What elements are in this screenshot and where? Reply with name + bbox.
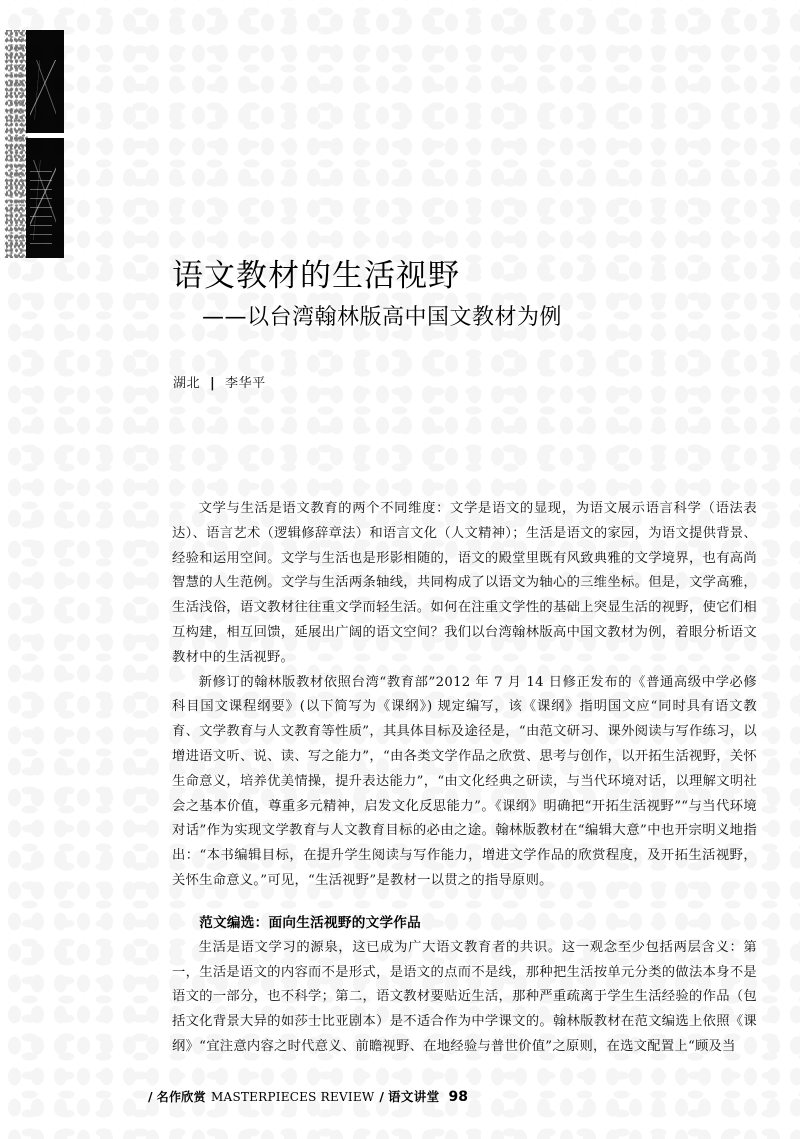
footer-mid-slash: / [379,1089,384,1104]
body-column [172,497,757,1060]
masthead-ghost-strokes-upper [30,60,56,120]
page-footer [148,1087,768,1105]
paragraph: 新修订的翰林版教材依照台湾“教育部”2012 年 7 月 14 日修正发布的《普通高级中学必修科目国文课程纲要》(以下简写为《课纲》) 规定编写，该《课纲》指明国文应“同时具有语文教育、文学教育与人文教育等性质”，其具体目标及途径是，“由范文研习、课外阅读与写作练习，以增进语文听、说、读、写之能力”，“由各类文学作品之欣赏、思考与创作，以开拓生活视野，关怀生命意义，培养优美情操，提升表达能力”，“由文化经典之研读，与当代环境对话，以理解文明社会之基本价值，尊重多元精神，启发文化反思能力”。《课纲》明确把“开拓生活视野”“与当代环境对话”作为实现文学教育与人文教育目标的必由之途。翰林版教材在“编辑大意”中也开宗明义地指出：“本书编辑目标，在提升学生阅读与写作能力，增进文学作品的欣赏程度，及开拓生活视野，关怀生命意义。”可见，“生活视野”是教材一以贯之的指导原则。 [172,674,757,888]
footer-page-number: 98 [448,1089,468,1105]
paragraph: 文学与生活是语文教育的两个不同维度：文学是语文的显现，为语文展示语言科学（语法表达）、语言艺术（逻辑修辞章法）和语言文化（人文精神）；生活是语文的家园，为语文提供背景、经验和运用空间。文学与生活也是形影相随的，语文的殿堂里既有风致典雅的文学境界，也有高尚智慧的人生范例。文学与生活两条轴线，共同构成了以语文为轴心的三维坐标。但是，文学高雅，生活浅俗，语文教材往往重文学而轻生活。如何在注重文学性的基础上突显生活的视野，使它们相互构建，相互回馈，延展出广阔的语文空间？我们以台湾翰林版高中国文教材为例，着眼分析语文教材中的生活视野。 [172,501,757,665]
section-heading: 范文编选：面向生活视野的文学作品 [199,914,422,931]
byline-region: 湖北 [173,376,201,391]
masthead-decoration [0,0,110,290]
byline-author: 李华平 [225,376,266,391]
paragraph: 生活是语文学习的源泉，这已成为广大语文教育者的共识。这一观念至少包括两层含义：第一，生活是语文的内容而不是形式，是语文的点而不是线，那种把生活按单元分类的做法本身不是语文的一部分，也不科学；第二，语文教材要贴近生活，那种严重疏离于学生生活经验的作品（包括文化背景大异的如莎士比亚剧本）是不适合作为中学课文的。翰林版教材在范文编选上依照《课纲》“宜注意内容之时代意义、前瞻视野、在地经验与普世价值”之原则，在选文配置上“顾及当 [172,939,757,1054]
footer-column-name: 语文讲堂 [388,1089,440,1104]
page-title: 语文教材的生活视野 [172,258,460,294]
footer-journal-name-en: MASTERPIECES REVIEW [211,1090,375,1104]
footer-lead-slash: / [148,1089,153,1104]
byline [173,372,732,391]
page-subtitle: ——以台湾翰林版高中国文教材为例 [202,305,563,330]
title-area [172,256,732,391]
footer-journal-name-cn: 名作欣赏 [156,1090,207,1104]
byline-separator: | [209,376,216,391]
scan-speckle-artifact [4,30,28,258]
masthead-ghost-lines-lower [30,170,52,244]
